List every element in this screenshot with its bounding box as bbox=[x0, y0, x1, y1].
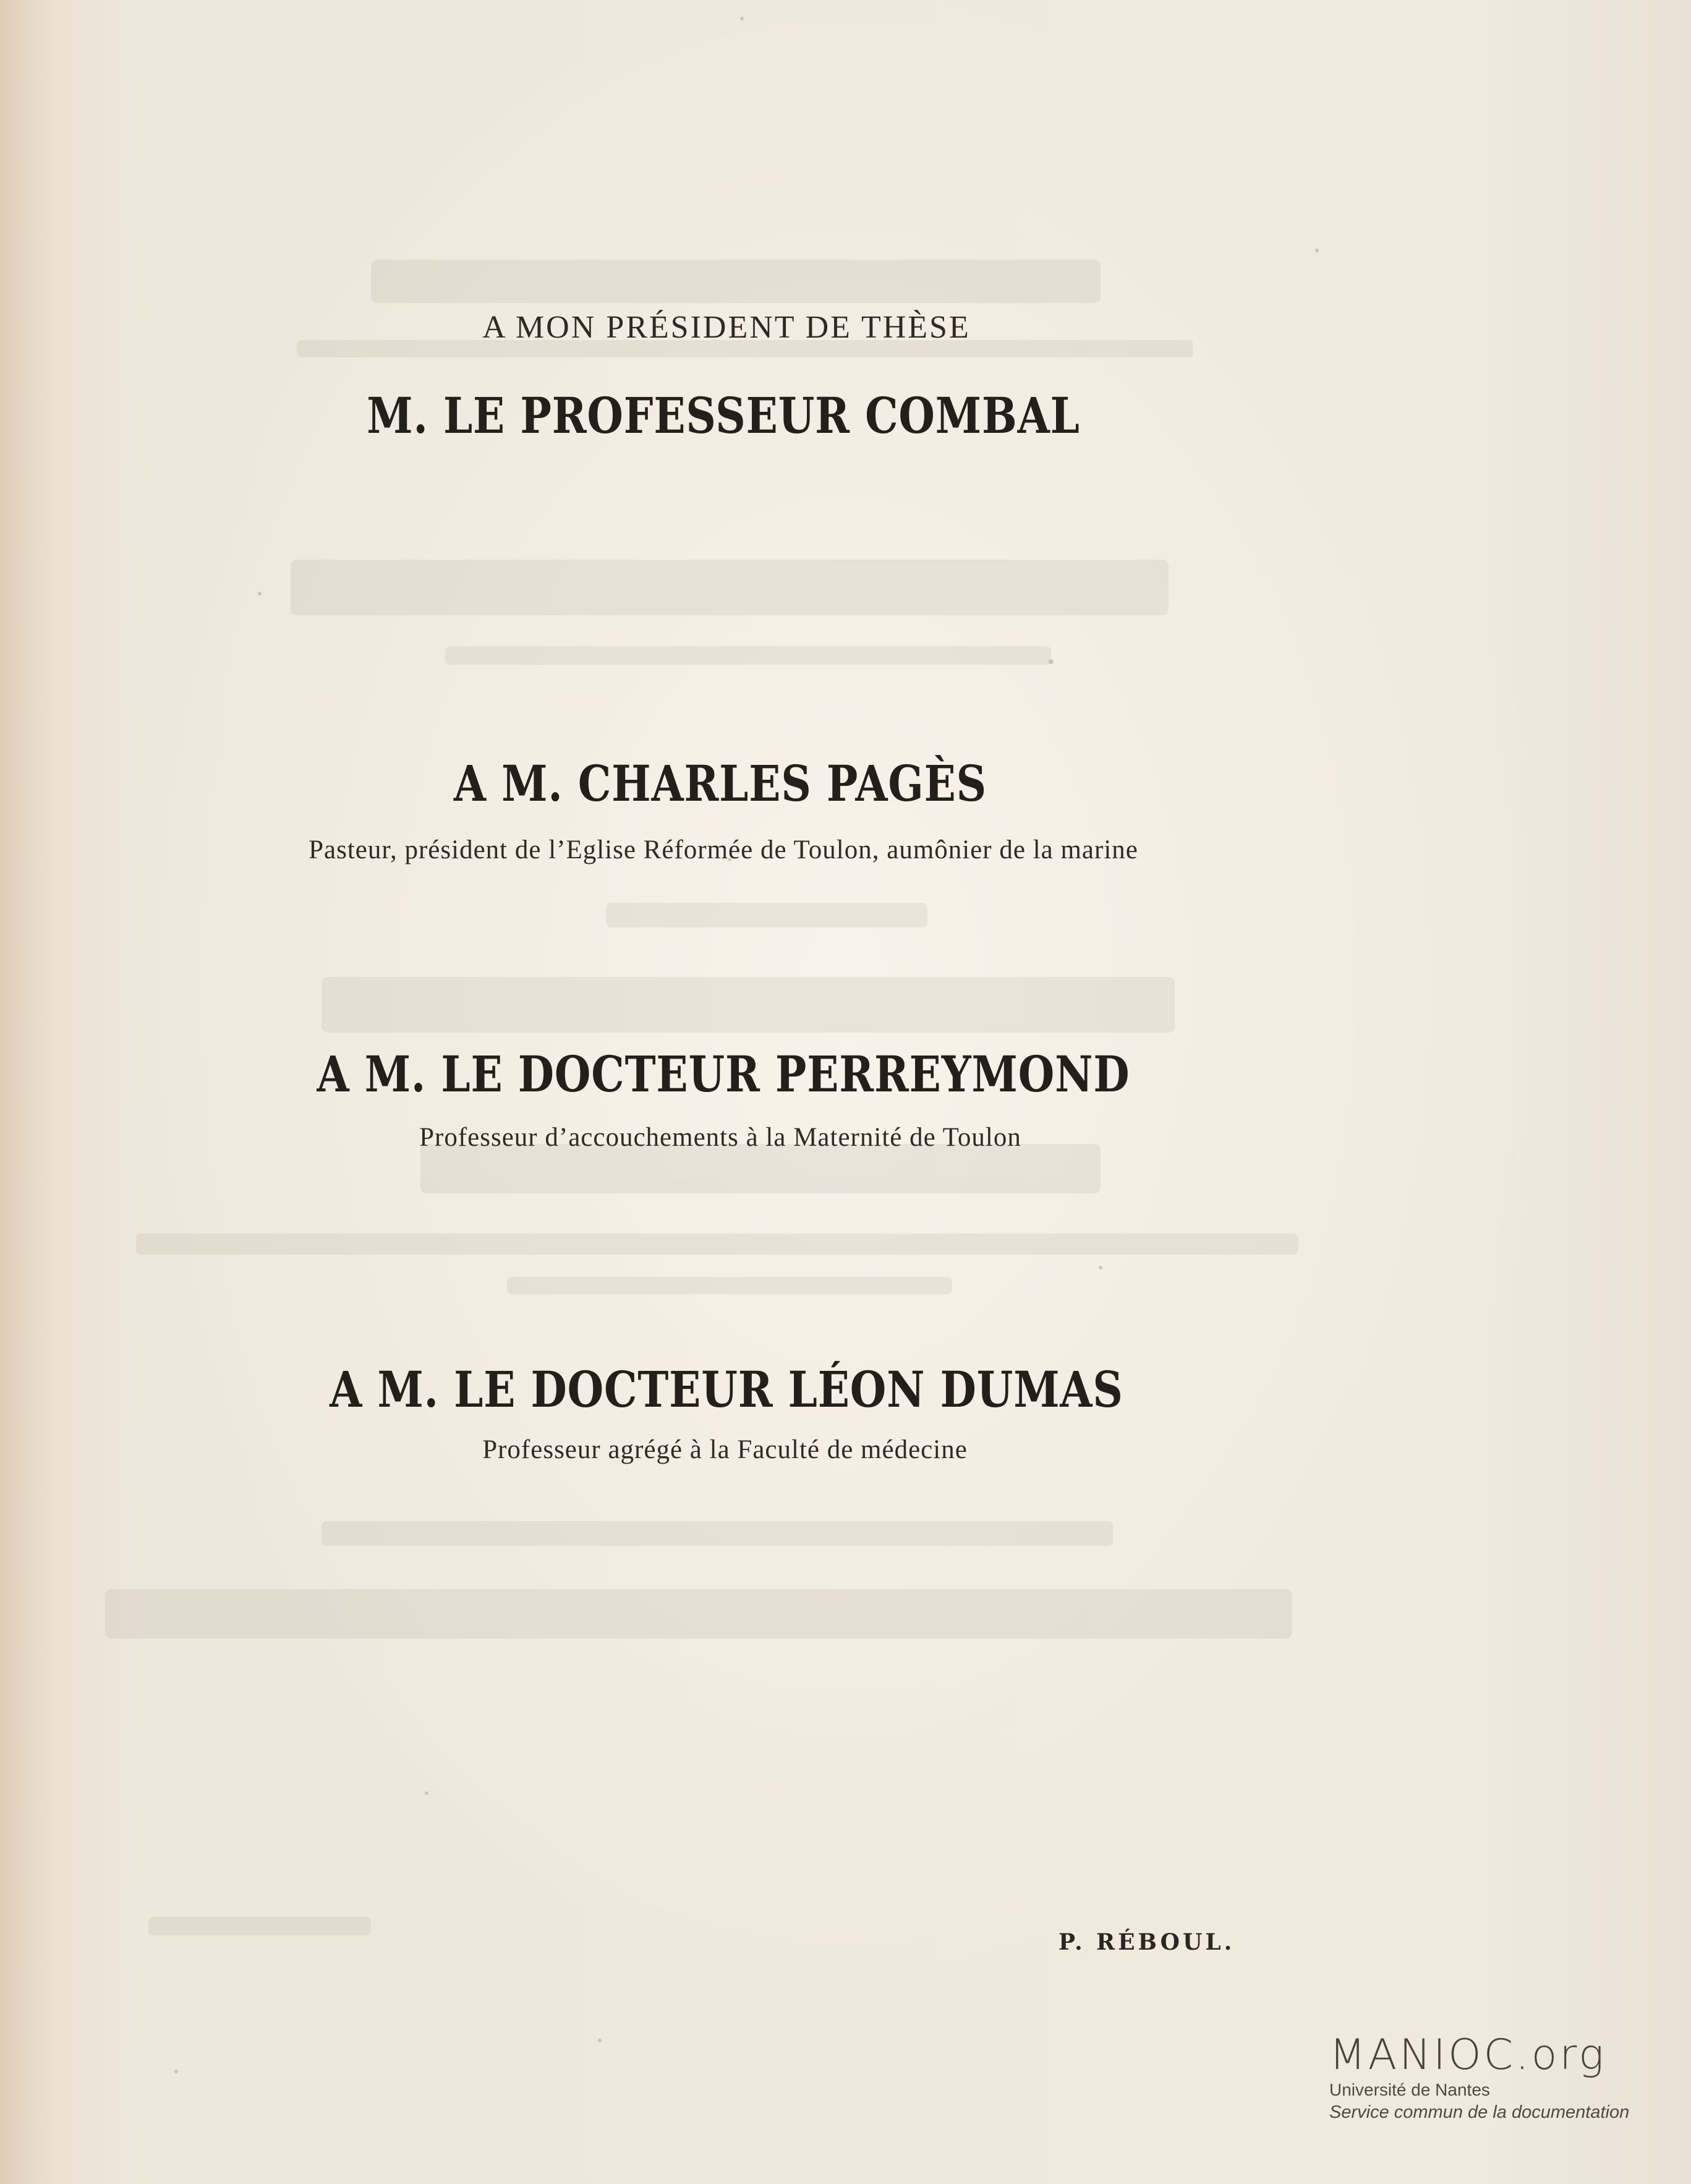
dedication-4-description: Professeur agrégé à la Faculté de médecine bbox=[482, 1435, 968, 1464]
dedication-1-preface: A MON PRÉSIDENT DE THÈSE bbox=[482, 310, 971, 345]
dedication-3-description: Professeur d’accouchements à la Maternité de Toulon bbox=[419, 1123, 1021, 1152]
dedication-2-name: A M. CHARLES PAGÈS bbox=[453, 754, 987, 813]
manioc-logo: MANIOC.org bbox=[1329, 2031, 1606, 2079]
author-signature: P. RÉBOUL. bbox=[1058, 1929, 1235, 1955]
manioc-watermark bbox=[1329, 2031, 1676, 2123]
dedication-1-name: M. LE PROFESSEUR COMBAL bbox=[367, 386, 1080, 445]
watermark-service: Service commun de la documentation bbox=[1329, 2102, 1630, 2122]
dedication-2-description: Pasteur, président de l’Eglise Réformée de Toulon, aumônier de la marine bbox=[309, 835, 1138, 864]
dedication-3-name: A M. LE DOCTEUR PERREYMOND bbox=[317, 1045, 1130, 1103]
watermark-university: Université de Nantes bbox=[1329, 2080, 1490, 2099]
dedication-4-name: A M. LE DOCTEUR LÉON DUMAS bbox=[330, 1360, 1123, 1418]
